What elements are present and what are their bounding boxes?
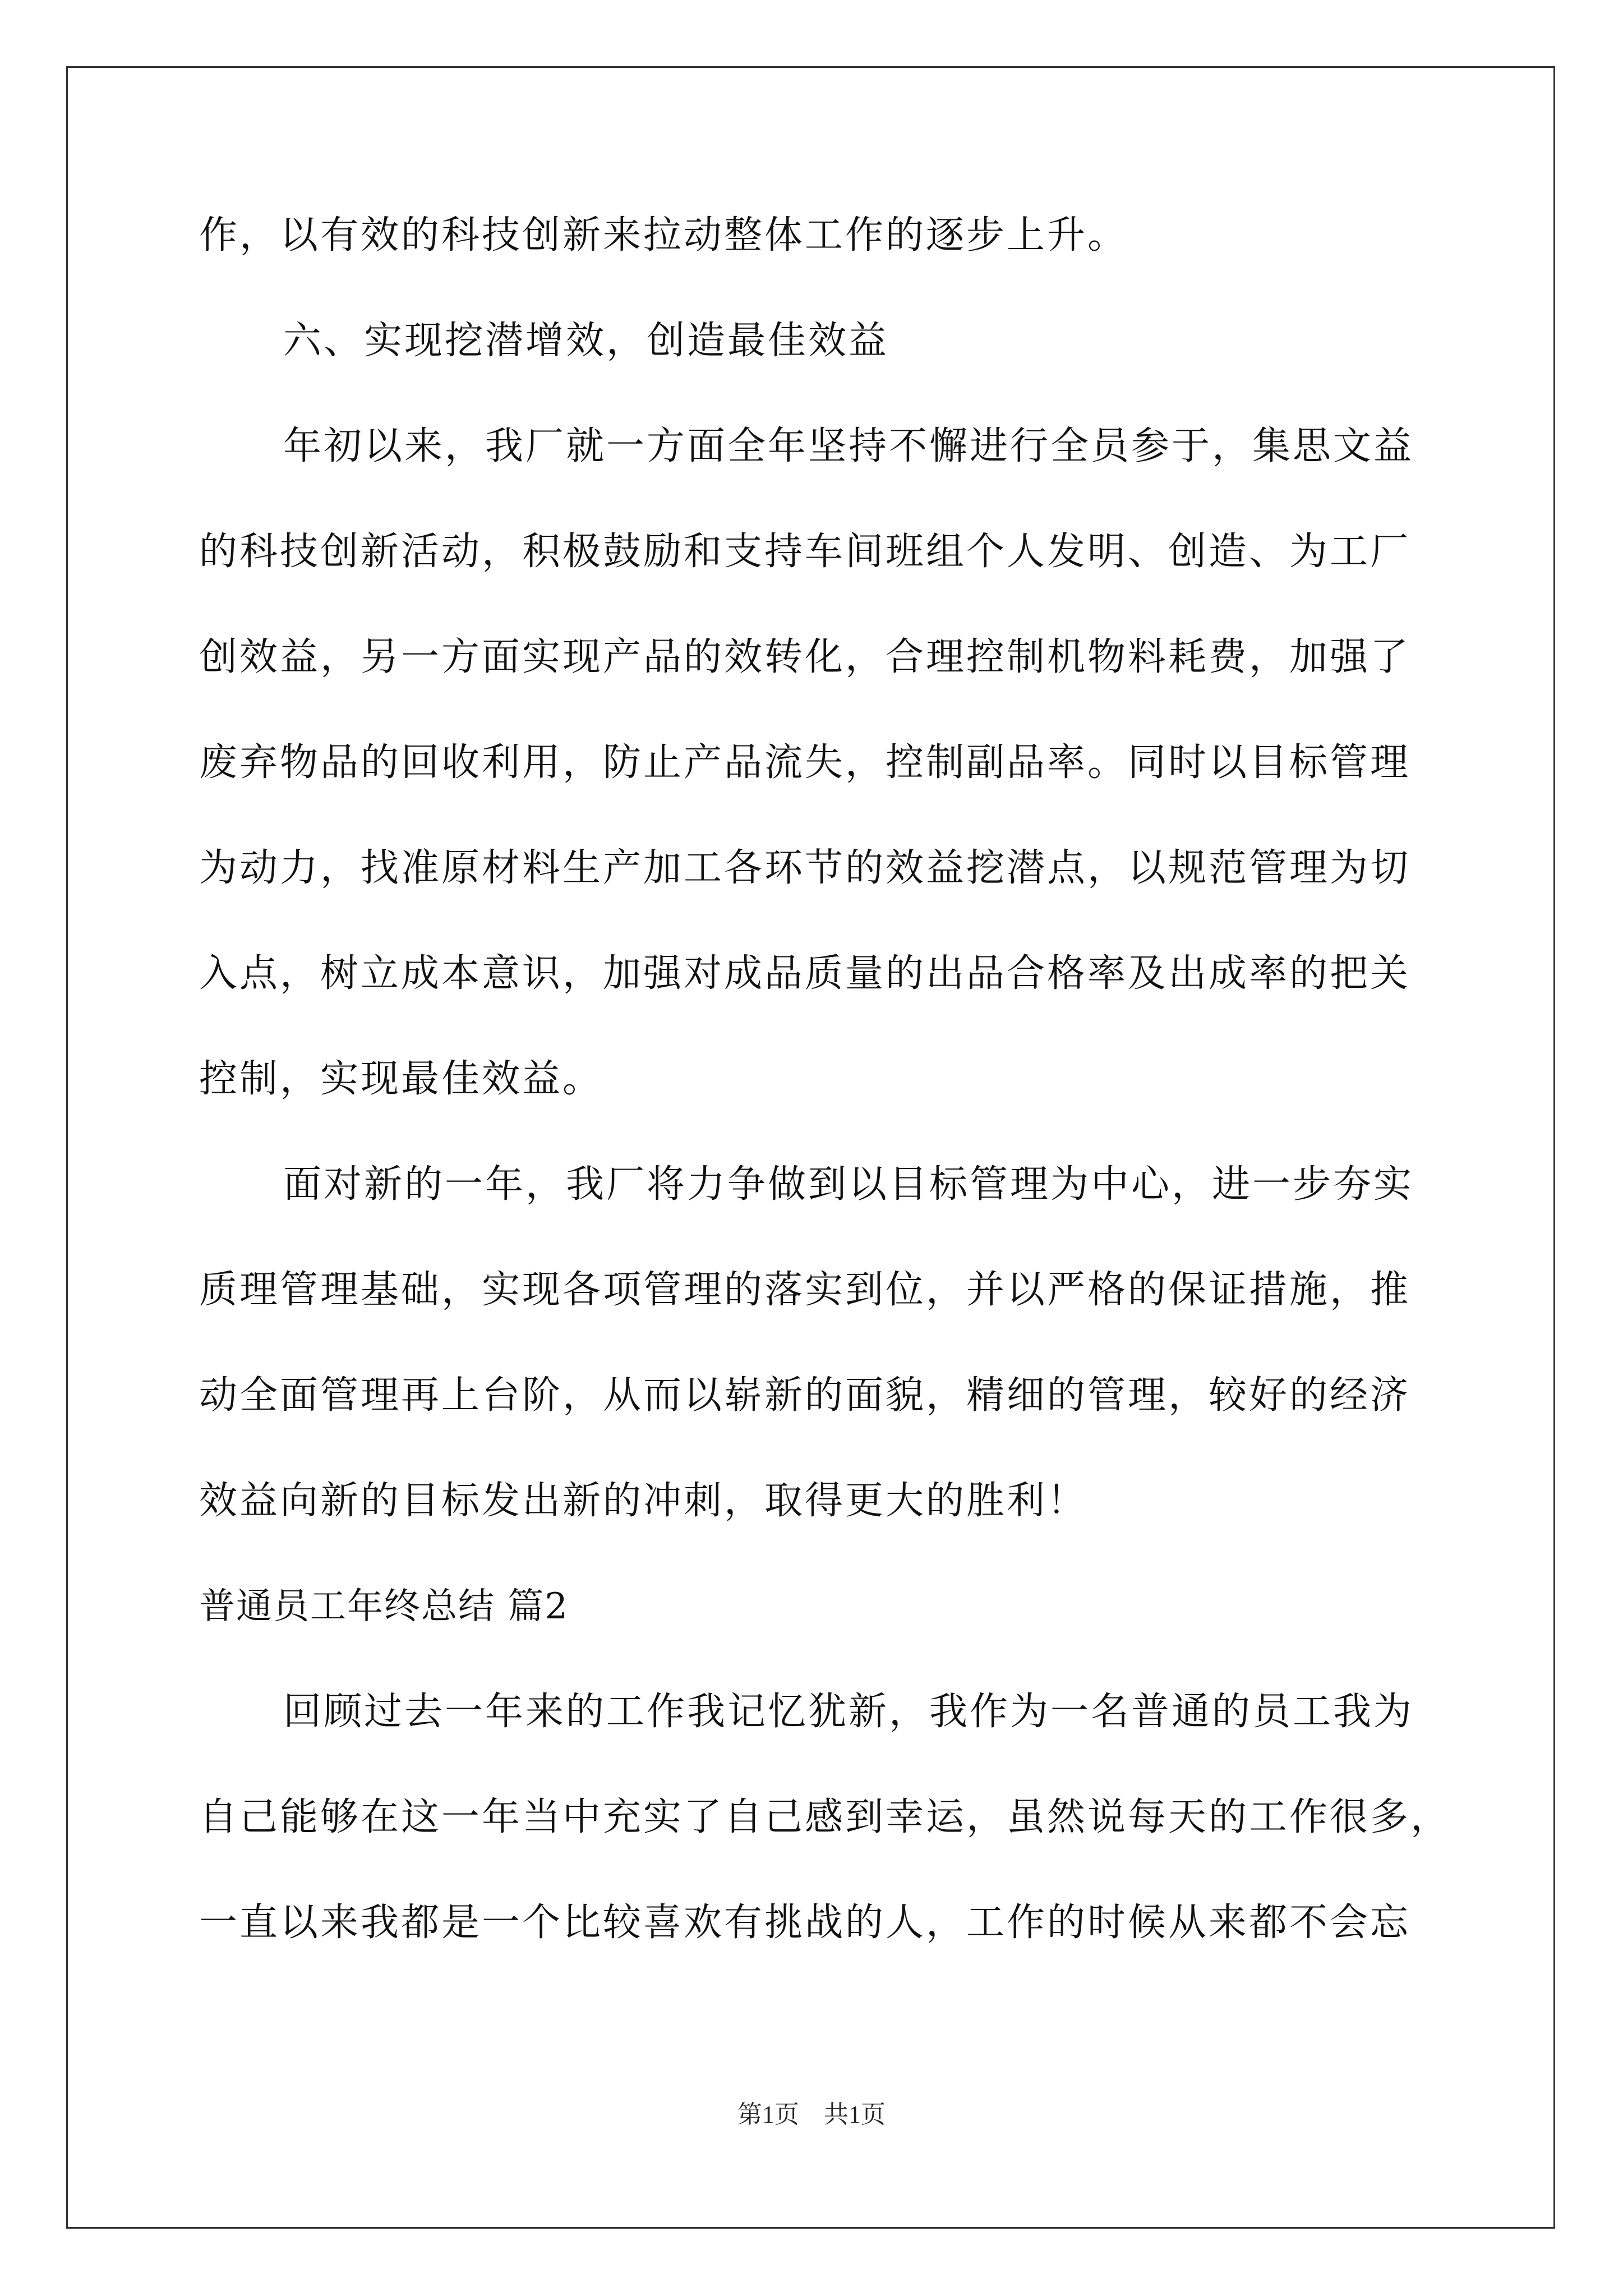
- text-line: 质理管理基础，实现各项管理的落实到位，并以严格的保证措施，推: [199, 1268, 1411, 1312]
- text-line: 入点，树立成本意识，加强对成品质量的出品合格率及出成率的把关: [199, 951, 1411, 996]
- text-line: 控制，实现最佳效益。: [199, 1057, 603, 1101]
- article-heading: 普通员工年终总结 篇2: [199, 1586, 569, 1627]
- text-line: 自己能够在这一年当中充实了自己感到幸运，虽然说每天的工作很多，: [199, 1795, 1451, 1839]
- text-line: 效益向新的目标发出新的冲刺，取得更大的胜利！: [199, 1479, 1088, 1523]
- text-line: 面对新的一年，我厂将力争做到以目标管理为中心，进一步夯实: [283, 1162, 1414, 1207]
- page-number-footer: 第1页 共1页: [737, 2101, 886, 2128]
- text-line: 作，以有效的科技创新来拉动整体工作的逐步上升。: [199, 213, 1128, 257]
- text-line: 回顾过去一年来的工作我记忆犹新，我作为一名普通的员工我为: [283, 1690, 1414, 1734]
- text-line: 创效益，另一方面实现产品的效转化，合理控制机物料耗费，加强了: [199, 635, 1411, 679]
- text-line: 动全面管理再上台阶，从而以崭新的面貌，精细的管理，较好的经济: [199, 1373, 1411, 1418]
- document-body: [199, 210, 1451, 2003]
- text-line: 为动力，找准原材料生产加工各环节的效益挖潜点，以规范管理为切: [199, 846, 1411, 890]
- text-line: 年初以来，我厂就一方面全年坚持不懈进行全员参于，集思文益: [283, 424, 1414, 468]
- text-line: 废弃物品的回收利用，防止产品流失，控制副品率。同时以目标管理: [199, 740, 1411, 785]
- text-line: 一直以来我都是一个比较喜欢有挑战的人，工作的时候从来都不会忘: [199, 1901, 1411, 1945]
- section-title: 六、实现挖潜增效，创造最佳效益: [283, 319, 889, 363]
- text-line: 的科技创新活动，积极鼓励和支持车间班组个人发明、创造、为工厂: [199, 530, 1411, 574]
